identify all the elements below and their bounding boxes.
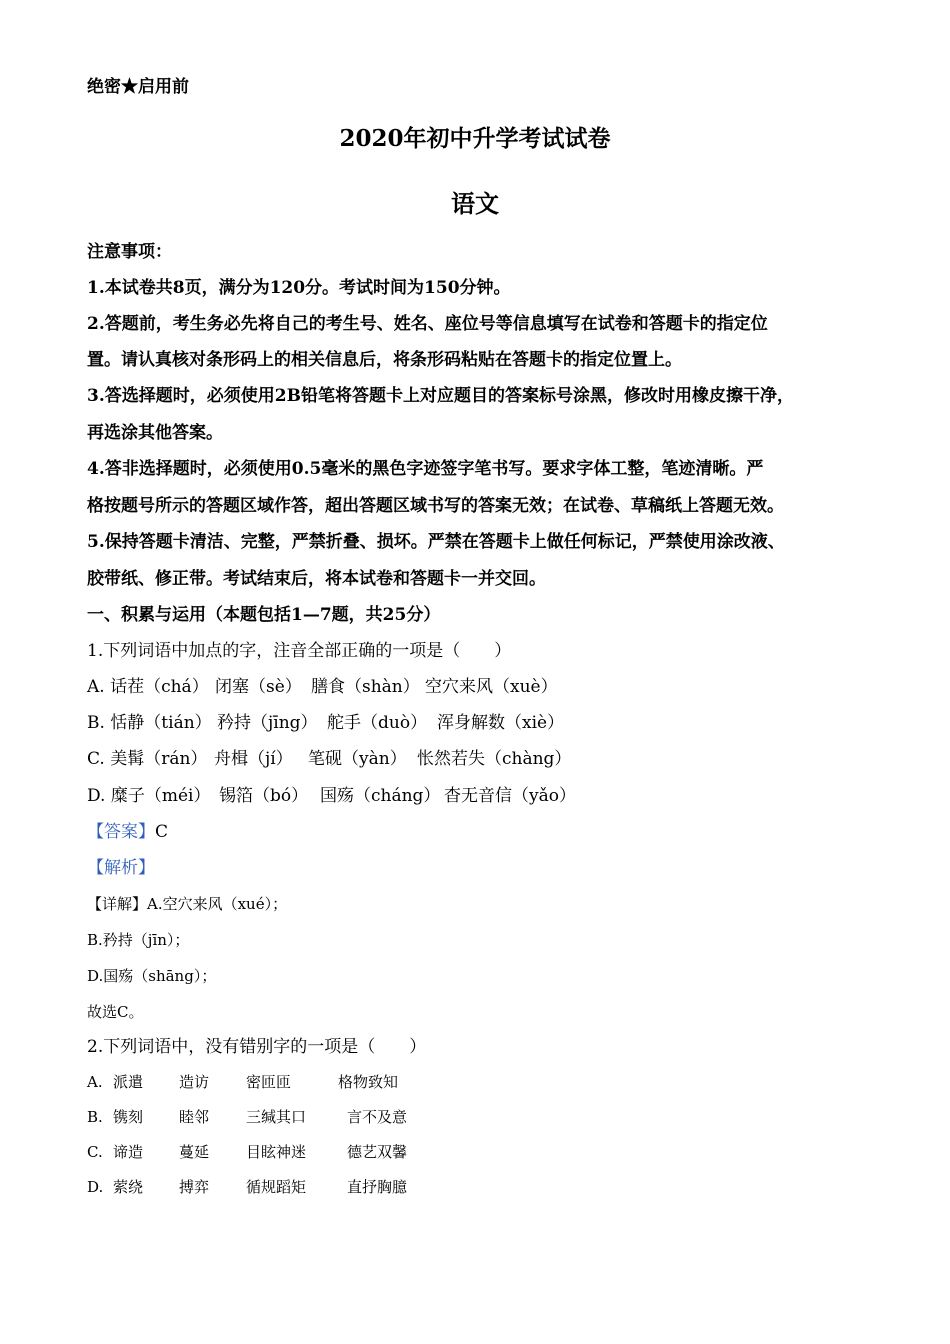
- option-letter: D.: [87, 1178, 104, 1196]
- option-word: 密匝匝: [246, 1073, 292, 1091]
- analysis-detail: B.矜持（jīn）；: [87, 931, 190, 949]
- option-word: 言不及意: [347, 1108, 408, 1126]
- notice-line: 4.答非选择题时，必须使用0.5毫米的黑色字迹签字笔书写。要求字体工整，笔迹清晰。严: [87, 459, 764, 479]
- option-word: 矜持（jīng）: [217, 713, 318, 733]
- option-word: 闭塞（sè）: [215, 677, 302, 697]
- question-1-option-b: [87, 711, 564, 735]
- option-word: 国殇（cháng）: [320, 786, 441, 806]
- option-word: C. 美髯（rán）: [87, 749, 208, 769]
- analysis-detail: 故选C。: [87, 1003, 144, 1021]
- analysis-tag: 【解析】: [87, 858, 155, 878]
- option-letter: C.: [87, 1143, 103, 1161]
- confidential-label: 绝密★启用前: [87, 77, 189, 97]
- notice-line: 3.答选择题时，必须使用2B铅笔将答题卡上对应题目的答案标号涂黑，修改时用橡皮擦干净，: [87, 386, 794, 406]
- option-word: 锡箔（bó）: [219, 786, 309, 806]
- option-word: 笔砚（yàn）: [308, 749, 407, 769]
- option-letter: A.: [87, 1073, 103, 1091]
- question-1-stem: 1.下列词语中加点的字，注音全部正确的一项是（ ）: [87, 641, 512, 661]
- answer-line: [87, 820, 168, 844]
- option-word: 萦绕: [113, 1178, 144, 1196]
- question-2-option-d: [87, 1175, 407, 1199]
- option-word: 镌刻: [113, 1108, 144, 1126]
- notice-line: 1.本试卷共8页，满分为120分。考试时间为150分钟。: [87, 278, 511, 298]
- option-word: 循规蹈矩: [246, 1178, 307, 1196]
- option-word: 搏弈: [179, 1178, 210, 1196]
- option-word: 派遣: [113, 1073, 144, 1091]
- question-2-stem: 2.下列词语中，没有错别字的一项是（ ）: [87, 1037, 427, 1057]
- answer-tag: 【答案】: [87, 822, 155, 842]
- option-word: 造访: [179, 1073, 210, 1091]
- notice-line: 胶带纸、修正带。考试结束后，将本试卷和答题卡一并交回。: [87, 569, 546, 589]
- analysis-detail: D.国殇（shāng）；: [87, 967, 217, 985]
- option-word: 空穴来风（xuè）: [425, 677, 558, 697]
- option-word: 杳无音信（yǎo）: [444, 786, 576, 806]
- notice-line: 置。请认真核对条形码上的相关信息后，将条形码粘贴在答题卡的指定位置上。: [87, 350, 682, 370]
- option-word: 格物致知: [338, 1073, 399, 1091]
- option-word: 怅然若失（chàng）: [417, 749, 572, 769]
- option-word: A. 话茬（chá）: [87, 677, 209, 697]
- section-heading: 一、积累与运用（本题包括1—7题，共25分）: [87, 605, 441, 625]
- analysis-detail: 【详解】A.空穴来风（xué）；: [87, 895, 288, 913]
- notice-heading: 注意事项：: [87, 242, 172, 262]
- option-word: 谛造: [113, 1143, 144, 1161]
- option-word: 膳食（shàn）: [311, 677, 420, 697]
- question-1-option-c: [87, 747, 571, 771]
- question-2-option-b: [87, 1105, 407, 1129]
- option-word: D. 糜子（méi）: [87, 786, 211, 806]
- question-2-option-a: [87, 1070, 398, 1094]
- option-word: B. 恬静（tián）: [87, 713, 212, 733]
- exam-title: 2020年初中升学考试试卷: [339, 125, 611, 152]
- option-word: 直抒胸臆: [347, 1178, 408, 1196]
- notice-line: 再选涂其他答案。: [87, 423, 223, 443]
- question-1-option-a: [87, 675, 558, 699]
- option-letter: B.: [87, 1108, 103, 1126]
- option-word: 浑身解数（xiè）: [437, 713, 565, 733]
- option-word: 舵手（duò）: [327, 713, 428, 733]
- question-1-option-d: [87, 784, 576, 808]
- option-word: 三缄其口: [246, 1108, 307, 1126]
- subject-title: 语文: [451, 189, 499, 218]
- option-word: 睦邻: [179, 1108, 210, 1126]
- answer-value: C: [155, 822, 169, 842]
- notice-line: 2.答题前，考生务必先将自己的考生号、姓名、座位号等信息填写在试卷和答题卡的指定位: [87, 314, 768, 334]
- option-word: 舟楫（jí）: [214, 749, 293, 769]
- option-word: 德艺双馨: [347, 1143, 408, 1161]
- option-word: 蔓延: [179, 1143, 210, 1161]
- question-2-option-c: [87, 1140, 407, 1164]
- notice-line: 5.保持答题卡清洁、完整，严禁折叠、损坏。严禁在答题卡上做任何标记，严禁使用涂改液、: [87, 532, 785, 552]
- option-word: 目眩神迷: [246, 1143, 307, 1161]
- notice-line: 格按题号所示的答题区域作答，超出答题区域书写的答案无效；在试卷、草稿纸上答题无效。: [87, 496, 784, 516]
